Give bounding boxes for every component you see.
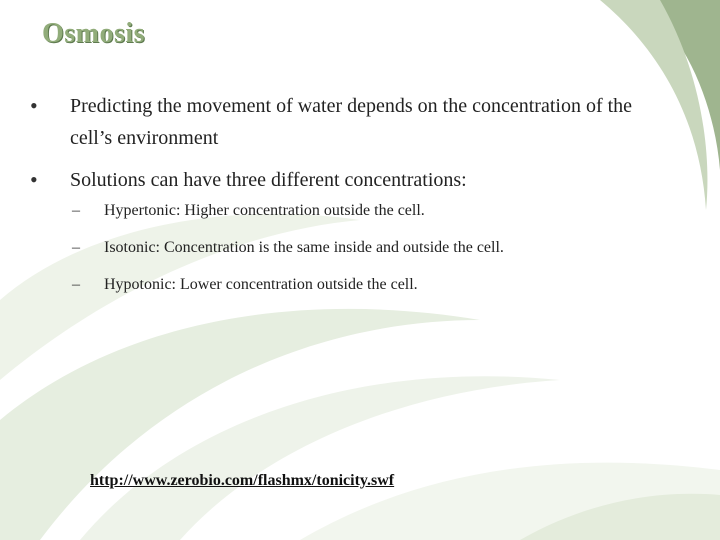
sub-bullet-text: Hypertonic: Higher concentration outside the cell. [104, 202, 425, 219]
bullet-text: Solutions can have three different concentrations: [70, 169, 467, 191]
sub-bullet-list [72, 200, 672, 311]
bullet-text: Predicting the movement of water depends on the concentration of the cell’s environment [70, 95, 633, 149]
sub-bullet-text: Hypotonic: Lower concentration outside the cell. [104, 276, 418, 293]
sub-bullet-item [72, 274, 672, 296]
tonicity-link[interactable]: http://www.zerobio.com/flashmx/tonicity.swf [90, 472, 395, 489]
dash-marker: – [72, 239, 80, 256]
sub-bullet-item [72, 237, 672, 259]
bullet-item [30, 164, 670, 196]
sub-bullet-item [72, 200, 672, 222]
bullet-marker: • [30, 93, 38, 118]
bullet-item [30, 90, 670, 154]
bullet-marker: • [30, 167, 38, 192]
slide-title: Osmosis [42, 18, 146, 49]
bullet-list [30, 90, 670, 206]
dash-marker: – [72, 276, 80, 293]
dash-marker: – [72, 202, 80, 219]
sub-bullet-text: Isotonic: Concentration is the same inside and outside the cell. [104, 239, 504, 256]
